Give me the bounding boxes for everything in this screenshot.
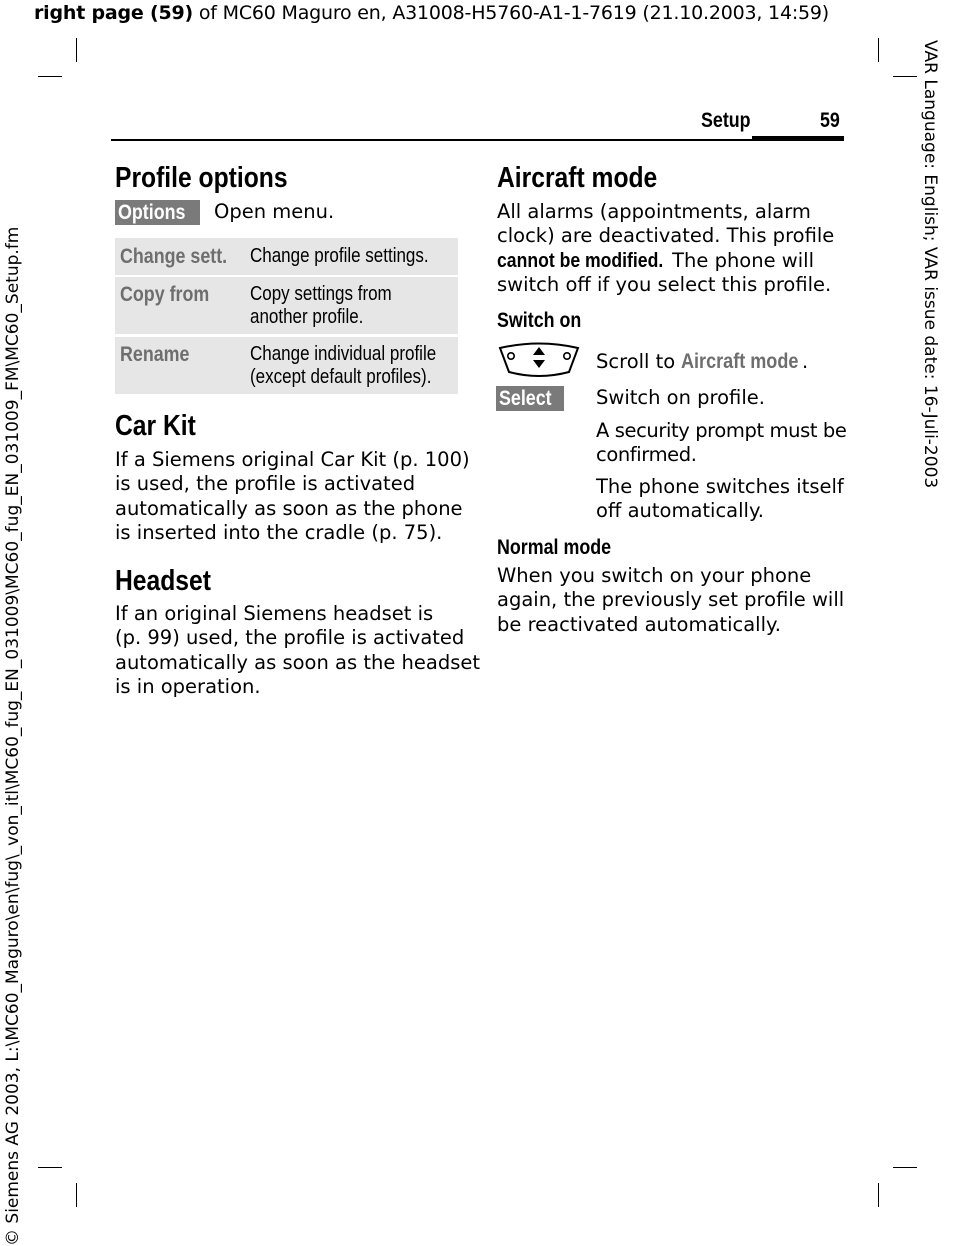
switch-off-note: The phone switches itself off automatically. [596, 475, 844, 523]
crop-mark [76, 38, 77, 62]
security-prompt-note: A security prompt must be confirmed. [596, 419, 847, 467]
aircraft-mode-text: All alarms (appointments, alarm clock) are deactivated. This profile cannot be modified. The phone will switch off if you select this profile. [497, 200, 835, 296]
document-info-text: of MC60 Maguro en, A31008-H5760-A1-1-7619 (21.10.2003, 14:59) [193, 2, 830, 24]
crop-mark [878, 1183, 879, 1207]
option-desc: Change individual profile (except default profiles). [250, 343, 437, 388]
normal-mode-text: When you switch on your phone again, the previously set profile will be reactivated automatically. [497, 564, 845, 636]
options-softkey: Options [115, 200, 200, 225]
document-info-line [34, 2, 829, 24]
header-rule [111, 139, 844, 141]
crop-mark [38, 1167, 62, 1168]
car-kit-heading: Car Kit [115, 410, 196, 442]
aircraft-mode-heading: Aircraft mode [497, 162, 658, 194]
option-key: Change sett. [120, 245, 228, 268]
switch-on-subheading: Switch on [497, 309, 582, 332]
headset-text: If an original Siemens headset is (p. 99) used, the profile is activated automatically as soon as the headset is in operation. [115, 602, 481, 698]
option-desc: Change profile settings. [250, 245, 429, 267]
table-row [115, 238, 458, 275]
select-softkey: Select [496, 386, 564, 411]
file-path-note: © Siemens AG 2003, L:\MC60_Maguro\en\fug\_von_itl\MC60_fug_EN_031009\MC60_fug_EN_031009_FM\MC60_Setup.fm [3, 226, 23, 1246]
crop-mark [38, 76, 62, 77]
options-softkey-desc: Open menu. [214, 200, 335, 223]
option-desc: Copy settings from another profile. [250, 283, 392, 328]
crop-mark [76, 1183, 77, 1207]
select-desc: Switch on profile. [596, 386, 765, 409]
table-row [115, 277, 458, 334]
table-row [115, 337, 458, 394]
option-key: Copy from [120, 283, 210, 306]
headset-heading: Headset [115, 565, 211, 597]
running-header-section: Setup [701, 109, 751, 132]
scroll-instruction: Scroll to Aircraft mode . [596, 350, 809, 373]
page-number: 59 [820, 109, 840, 132]
crop-mark [878, 38, 879, 62]
language-issue-note: VAR Language: English; VAR issue date: 16-Juli-2003 [920, 40, 940, 489]
option-key: Rename [120, 343, 190, 366]
header-rule-accent [752, 136, 844, 141]
profile-options-heading: Profile options [115, 162, 288, 194]
car-kit-text: If a Siemens original Car Kit (p. 100) is used, the profile is activated automatically as soon as the phone is inserted into the cradle (p. 75). [115, 448, 470, 544]
page-label: right page (59) [34, 2, 194, 24]
normal-mode-subheading: Normal mode [497, 536, 612, 559]
crop-mark [893, 1167, 917, 1168]
crop-mark [893, 76, 917, 77]
navigation-key-icon [497, 342, 581, 378]
